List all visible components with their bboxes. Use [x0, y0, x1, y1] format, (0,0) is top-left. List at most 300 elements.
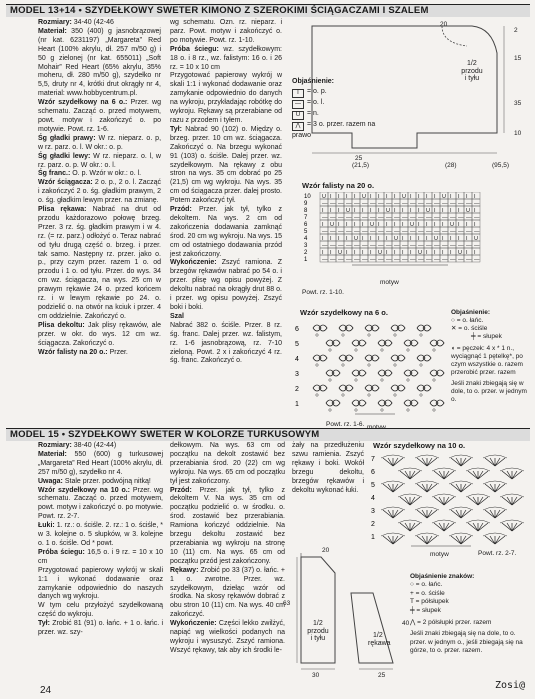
- crochet10-fan-stitch: [485, 458, 495, 466]
- wave-cell-symbol: —: [330, 201, 336, 207]
- wave-cell-symbol: —: [410, 215, 416, 221]
- crochet6-cluster: [417, 325, 425, 331]
- crochet10-fan-stitch: [478, 471, 488, 479]
- dim-30: 30: [312, 672, 320, 679]
- crochet10-fan-stitch: [444, 471, 449, 479]
- crochet6-cluster: [319, 385, 327, 391]
- wave-cell-symbol: I: [378, 222, 380, 228]
- crochet10-fan-stitch: [422, 536, 427, 544]
- wave-cell-symbol: I: [410, 194, 412, 200]
- decrease-symbol-icon: ⋀: [292, 122, 304, 131]
- yarnover-symbol-icon: U: [292, 111, 304, 120]
- wave-cell-symbol: U: [402, 194, 406, 200]
- top-col1-paragraph: Wzór szydełkowy na 6 o.: Przer. wg schematu. Zacząć o. przed motywem, powt. motyw i zakończyć o. po motywie. Powt. rz. 1-6.: [38, 99, 161, 133]
- crochet10-fan-stitch: [388, 484, 393, 492]
- crochet10-fan-stitch: [478, 497, 488, 505]
- wave-cell-symbol: —: [322, 229, 328, 235]
- wave-cell-symbol: —: [378, 215, 384, 221]
- crochet10-fan-stitch: [507, 523, 512, 531]
- crochet10-repeat: Powt. rz. 2-7.: [478, 550, 517, 557]
- crochet10-fan-stitch: [507, 497, 512, 505]
- bottom-col2-paragraph: dełkowym. Na wys. 63 cm od początku na dekolt zostawić bez przerabiania środ. 20 (22) cm wg wykroju. Na wys. 65 cm od początku tył jest zakończony.: [170, 442, 285, 485]
- bottom-col1-paragraph: Przygotować papierowy wykrój w skali 1:1 i wykonać dodawanie oraz zamykanie odpowiednio do naszych danych wg wykroju.: [38, 566, 163, 601]
- wave-cell-symbol: —: [474, 201, 480, 207]
- crochet6-chain: [329, 379, 331, 381]
- wave-cell-symbol: I: [402, 236, 404, 242]
- crochet6-cluster: [352, 340, 360, 346]
- crochet10-fan-stitch: [502, 523, 512, 531]
- crochet6-repeat: Powt. rz. 1-6.: [326, 421, 365, 428]
- dim-2: 2: [514, 27, 518, 34]
- crochet10-fan-stitch: [393, 458, 398, 466]
- crochet6-cluster: [378, 340, 386, 346]
- top-col2-paragraph: Przygotować papierowy wykrój w skali 1:1 i wykonać dodawanie oraz zamykanie odpowiednio do danych na wykroju, przykładając robótkę do wykroju. Rękawy są przerabiane od razu z przodem i tyłem.: [170, 72, 282, 124]
- wave-cell-symbol: —: [442, 229, 448, 235]
- wave-cell-symbol: —: [474, 243, 480, 249]
- crochet10-fan-stitch: [512, 471, 522, 479]
- crochet10-row-number: 7: [371, 456, 375, 463]
- crochet10-arc: [449, 533, 473, 536]
- cluster-icon: ◖: [451, 345, 457, 352]
- legend2-item-cluster: ◖ = pęczek: 4 x * 1 n., wyciągnąć 1 pętelkę*, po czym wszystkie o. razem przerobić przer. razem: [451, 345, 523, 376]
- wave-cell-symbol: —: [434, 201, 440, 207]
- chain-icon: ○: [410, 581, 416, 589]
- crochet6-chain: [368, 364, 370, 366]
- wave-cell-symbol: U: [434, 236, 438, 242]
- crochet10-fan-stitch: [473, 497, 478, 505]
- crochet10-fan-stitch: [405, 471, 410, 479]
- crochet10-arc: [500, 520, 524, 523]
- crochet10-fan-stitch: [451, 484, 461, 492]
- crochet6-chain: [342, 394, 344, 396]
- top-col2-paragraph: wg schematu. Ozn. rz. nieparz. i parz. Powt. motyw i zakończyć o. po motywie. Powt. rz. 1-10.: [170, 19, 282, 44]
- crochet10-fan-stitch: [478, 523, 488, 531]
- watermark: Zosi@: [495, 680, 526, 691]
- crochet6-cluster: [417, 385, 425, 391]
- crochet10-fan-stitch: [461, 510, 471, 518]
- wave-cell-symbol: I: [354, 250, 356, 256]
- wave-cell-symbol: I: [418, 194, 420, 200]
- bottom-col1-paragraph: Łuki: 1. rz.: o. ściśle. 2. rz.: 1 o. ściśle, * w 3. kolejne o. 5 słupków, w 3. kolejne o. 1 o. ściśle. Od * powt.: [38, 522, 163, 547]
- crochet10-fan-stitch: [461, 484, 471, 492]
- crochet10-fan-stitch: [468, 497, 478, 505]
- crochet6-cluster: [313, 385, 321, 391]
- crochet6-chain: [420, 334, 422, 336]
- wave-cell-symbol: U: [458, 250, 462, 256]
- sc-icon: ✕: [451, 325, 459, 332]
- wave-cell-symbol: —: [330, 215, 336, 221]
- wave-cell-symbol: —: [426, 243, 432, 249]
- wave-cell-symbol: I: [338, 236, 340, 242]
- wave-cell-symbol: U: [322, 194, 326, 200]
- top-col1-paragraph: Plisa rękawa: Nabrać na drut od przodu każdorazowo połowę brzeg. Przer. 3 rz. śg. gładkim prawym i w 4. rz. (= rz. parz.) odłożyć o. Teraz nabrać od tyłu drugą część o. brzeg. i przer. tak samo. Następny rz. przer. jako o. p., przy czym przer. razem 1 o. od przodu i 1 o. od tyłu. Przer. do wys. 34 cm wz. ściągacza, na wys. 25 cm w prawym rękawie 24 o. przed końcem rz. i w lewym rękawie po 24. o. podzielić o. na otwór na kciuk i przer. 4 cm oddzielnie. Zakończyć o.: [38, 206, 161, 320]
- crochet10-fan-stitch: [439, 523, 444, 531]
- crochet10-fan-stitch: [456, 510, 461, 518]
- wave-cell-symbol: I: [474, 194, 476, 200]
- wave-cell-symbol: —: [466, 243, 472, 249]
- crochet6-cluster: [371, 355, 379, 361]
- wave-cell-symbol: —: [418, 257, 424, 263]
- wave-cell-symbol: —: [346, 201, 352, 207]
- crochet10-fan-stitch: [502, 497, 512, 505]
- crochet10-arc: [449, 507, 473, 510]
- bottom-col1-paragraph: Tył: Zrobić 81 (91) o. łańc. + 1 o. łańc. i przer. wz. szy-: [38, 620, 163, 637]
- wave-row-number: 6: [304, 222, 308, 228]
- wave-cell-symbol: I: [426, 236, 428, 242]
- wave-cell-symbol: —: [378, 201, 384, 207]
- wave-cell-symbol: —: [434, 257, 440, 263]
- dim-20: 20: [440, 21, 448, 28]
- crochet10-fan-stitch: [495, 484, 500, 492]
- wave-cell-symbol: U: [338, 250, 342, 256]
- crochet6-cluster: [436, 340, 444, 346]
- crochet10-row-number: 1: [371, 534, 375, 541]
- bottom-col1-paragraph: Materiał: 550 (600) g turkusowej „Margareta” Red Heart (100% akrylu, dł. 257 m/50 g), szydełko nr 4.: [38, 450, 163, 476]
- wave-cell-symbol: —: [442, 201, 448, 207]
- crochet10-fan-stitch: [461, 510, 466, 518]
- legend-item-purl: — = o. l.: [292, 98, 382, 109]
- crochet10-fan-stitch: [393, 536, 403, 544]
- crochet6-cluster: [391, 385, 399, 391]
- wave-cell-symbol: I: [434, 194, 436, 200]
- crochet10-fan-stitch: [434, 523, 444, 531]
- legend2-title: Objaśnienie:: [451, 309, 491, 316]
- crochet10-fan-stitch: [495, 458, 500, 466]
- crochet10-fan-stitch: [495, 510, 505, 518]
- wave-cell-symbol: —: [378, 257, 384, 263]
- crochet10-fan-stitch: [468, 523, 478, 531]
- wave-cell-symbol: I: [450, 194, 452, 200]
- text-column-1: [38, 19, 161, 357]
- crochet10-fan-stitch: [490, 510, 495, 518]
- top-col1-paragraph: Wzór ściągacza: 2 o. p., 2 o. l. Zacząć i zakończyć 2 o. śg. gładkim prawym, 2 o. śg. gładkim lewym przer. na zmianę.: [38, 179, 162, 205]
- legend2-item-chain: ○ = o. łańc.: [451, 317, 484, 324]
- crochet10-fan-stitch: [393, 510, 403, 518]
- wave-cell-symbol: —: [354, 215, 360, 221]
- crochet6-row-number: 6: [295, 326, 299, 333]
- crochet6-cluster: [339, 325, 347, 331]
- crochet6-cluster: [326, 340, 334, 346]
- crochet6-chain: [316, 394, 318, 396]
- wave-cell-symbol: I: [458, 222, 460, 228]
- legend-item-decrease: ⋀ = 3 o. przer. razem na prawo: [292, 120, 376, 139]
- crochet10-fan-stitch: [478, 523, 483, 531]
- crochet10-fan-stitch: [388, 510, 393, 518]
- wave-cell-symbol: U: [370, 222, 374, 228]
- wave-cell-symbol: —: [434, 215, 440, 221]
- top-col1-paragraph: Wzór falisty na 20 o.: Przer.: [38, 348, 128, 356]
- crochet6-cluster: [358, 400, 366, 406]
- crochet10-fan-stitch: [495, 484, 505, 492]
- wave-cell-symbol: —: [410, 229, 416, 235]
- wave-cell-symbol: I: [410, 208, 412, 214]
- wave-cell-symbol: I: [474, 208, 476, 214]
- crochet6-chain: [368, 334, 370, 336]
- crochet6-chain: [316, 364, 318, 366]
- wave-cell-symbol: I: [378, 194, 380, 200]
- crochet10-fan-stitch: [512, 523, 522, 531]
- dc-icon: ╪: [410, 606, 417, 614]
- wave-cell-symbol: —: [338, 215, 344, 221]
- wave-cell-symbol: I: [386, 194, 388, 200]
- wave-cell-symbol: —: [450, 257, 456, 263]
- legend-bottom-chain: ○ = o. łańc.: [410, 581, 443, 589]
- crochet6-chain: [381, 409, 383, 411]
- wave-cell-symbol: I: [426, 194, 428, 200]
- crochet6-chain: [342, 334, 344, 336]
- wave-cell-symbol: I: [370, 208, 372, 214]
- wave-cell-symbol: —: [458, 229, 464, 235]
- crochet10-arc: [432, 520, 456, 523]
- knit-symbol-icon: I: [292, 89, 304, 98]
- crochet10-fan-stitch: [383, 484, 393, 492]
- sweater-schema-diagram: [293, 545, 403, 675]
- crochet10-fan-stitch: [451, 510, 461, 518]
- crochet10-fan-stitch: [422, 484, 427, 492]
- bottom-col2-paragraph: Wykończenie: Części lekko zwilżyć, napiąć wg wielkości podanych na wykroju i wysuszyć. Zszyć ramiona. Wszyć rękawy, tak aby ich środki le-: [170, 620, 285, 654]
- wave-cell-symbol: I: [474, 250, 476, 256]
- crochet10-arc: [483, 481, 507, 484]
- wave-cell-symbol: I: [362, 250, 364, 256]
- wave-chart-title: Wzór falisty na 20 o.: [302, 181, 375, 190]
- crochet6-chain: [368, 394, 370, 396]
- crochet10-fan-stitch: [417, 484, 427, 492]
- crochet6-cluster: [410, 400, 418, 406]
- chain-icon: ○: [451, 317, 457, 324]
- section-header-model-15: MODEL 15 • SZYDEŁKOWY SWETER W KOLORZE TURKUSOWYM: [6, 428, 530, 441]
- wave-cell-symbol: —: [402, 229, 408, 235]
- crochet10-fan-stitch: [427, 536, 437, 544]
- crochet10-fan-stitch: [456, 484, 461, 492]
- dim-25-bottom: 25: [378, 672, 386, 679]
- crochet10-fan-stitch: [478, 471, 483, 479]
- wave-cell-symbol: I: [466, 236, 468, 242]
- crochet6-cluster: [423, 355, 431, 361]
- sc-icon: +: [410, 589, 416, 597]
- crochet6-cluster: [319, 325, 327, 331]
- crochet6-chain: [407, 349, 409, 351]
- crochet10-fan-stitch: [456, 536, 461, 544]
- wave-cell-symbol: I: [434, 222, 436, 228]
- wave-cell-symbol: —: [426, 215, 432, 221]
- crochet6-chain: [355, 409, 357, 411]
- wave-cell-symbol: I: [378, 208, 380, 214]
- crochet10-row-number: 6: [371, 469, 375, 476]
- crochet10-arc: [483, 507, 507, 510]
- crochet6-cluster: [410, 340, 418, 346]
- crochet6-row-number: 1: [295, 401, 299, 408]
- crochet6-chain: [433, 379, 435, 381]
- wave-cell-symbol: —: [458, 257, 464, 263]
- wave-row-number: 9: [304, 201, 308, 207]
- crochet10-arc: [398, 520, 422, 523]
- wave-cell-symbol: U: [354, 236, 358, 242]
- crochet10-fan-stitch: [490, 484, 495, 492]
- crochet10-fan-stitch: [473, 523, 478, 531]
- dim-21-5: (21,5): [352, 162, 369, 169]
- wave-cell-symbol: I: [322, 222, 324, 228]
- crochet6-chain: [407, 379, 409, 381]
- crochet6-chart: [295, 318, 445, 416]
- wave-cell-symbol: —: [378, 243, 384, 249]
- crochet6-chain: [355, 349, 357, 351]
- crochet10-fan-stitch: [473, 471, 478, 479]
- legend-bottom-hdc: T = półsłupek: [410, 598, 449, 606]
- wave-row-number: 5: [304, 229, 308, 235]
- wave-cell-symbol: I: [450, 236, 452, 242]
- wave-cell-symbol: I: [402, 250, 404, 256]
- legend-bottom-title: Objaśnienie znaków:: [410, 573, 475, 580]
- wave-cell-symbol: —: [450, 215, 456, 221]
- crochet10-fan-stitch: [444, 523, 454, 531]
- wave-cell-symbol: —: [458, 201, 464, 207]
- crochet10-fan-stitch: [439, 471, 444, 479]
- wave-cell-symbol: I: [330, 250, 332, 256]
- crochet10-fan-stitch: [410, 497, 420, 505]
- wave-repeat-label: Powt. rz. 1-10.: [302, 289, 344, 296]
- wave-cell-symbol: —: [346, 215, 352, 221]
- wave-cell-symbol: —: [362, 257, 368, 263]
- dim-95-5: (95,5): [492, 162, 509, 169]
- dim-20-bottom: 20: [322, 547, 330, 554]
- crochet6-cluster: [352, 400, 360, 406]
- wave-cell-symbol: —: [322, 257, 328, 263]
- wave-cell-symbol: I: [322, 236, 324, 242]
- crochet10-fan-stitch: [383, 510, 393, 518]
- wave-cell-symbol: —: [394, 229, 400, 235]
- top-col1-paragraph: Śg franc.: O. p. Wzór w okr.: o. l.: [38, 170, 142, 178]
- crochet10-fan-stitch: [461, 536, 471, 544]
- dim-63: 63: [283, 600, 291, 607]
- crochet6-cluster: [332, 340, 340, 346]
- wave-row-number: 7: [304, 215, 308, 221]
- wave-cell-symbol: —: [474, 257, 480, 263]
- crochet6-chain: [420, 364, 422, 366]
- dim-28: (28): [445, 162, 457, 169]
- crochet6-cluster: [391, 355, 399, 361]
- hdc-icon: T: [410, 598, 416, 606]
- crochet6-cluster: [410, 370, 418, 376]
- wave-cell-symbol: —: [394, 215, 400, 221]
- crochet6-cluster: [332, 370, 340, 376]
- bottom-col1-paragraph: W tym celu przyłożyć szydełkowaną część do wykroju.: [38, 602, 163, 619]
- wave-cell-symbol: —: [338, 257, 344, 263]
- crochet10-row-number: 5: [371, 482, 375, 489]
- crochet10-fan-stitch: [410, 523, 420, 531]
- crochet6-cluster: [430, 400, 438, 406]
- wave-cell-symbol: —: [322, 201, 328, 207]
- crochet6-cluster: [436, 370, 444, 376]
- crochet6-cluster: [358, 340, 366, 346]
- crochet10-arc: [381, 507, 405, 510]
- wave-cell-symbol: I: [322, 250, 324, 256]
- top-col1-paragraph: Materiał: 350 (400) g jasnobrązowej (nr kat. 6231197) „Margareta” Red Heart (100% akrylu, dł. 257 m/50 g) i 50 g zielonej (nr kat. 655011) „Soft Mohair” Red Heart (65% akrylu, 35% moheru, dł. 280 m/50 g), szydełko nr 5,5, druty nr 4, krótki drut okrągły nr 4, material: www.hobbycentrum.pl.: [38, 27, 161, 98]
- wave-cell-symbol: —: [370, 243, 376, 249]
- crochet6-cluster: [371, 385, 379, 391]
- wave-cell-symbol: I: [458, 236, 460, 242]
- crochet6-title: Wzór szydełkowy na 6 o.: [300, 308, 388, 317]
- crochet6-cluster: [313, 325, 321, 331]
- crochet10-fan-stitch: [434, 471, 444, 479]
- crochet10-fan-stitch: [468, 471, 478, 479]
- wave-cell-symbol: —: [442, 243, 448, 249]
- crochet6-cluster: [436, 400, 444, 406]
- crochet6-cluster: [345, 385, 353, 391]
- crochet10-fan-stitch: [478, 497, 483, 505]
- wave-cell-symbol: —: [450, 243, 456, 249]
- crochet10-fan-stitch: [393, 484, 403, 492]
- crochet10-fan-stitch: [427, 510, 432, 518]
- crochet6-chain: [316, 334, 318, 336]
- wave-cell-symbol: I: [458, 208, 460, 214]
- crochet10-fan-stitch: [461, 458, 471, 466]
- wave-cell-symbol: U: [386, 208, 390, 214]
- wave-row-number: 3: [304, 243, 308, 249]
- crochet10-arc: [483, 533, 507, 536]
- wave-cell-symbol: I: [442, 208, 444, 214]
- wave-cell-symbol: I: [466, 222, 468, 228]
- wave-cell-symbol: —: [474, 215, 480, 221]
- crochet6-cluster: [404, 340, 412, 346]
- crochet10-chart: [371, 450, 531, 550]
- schema-half-label: 1/2: [467, 60, 477, 67]
- wave-cell-symbol: —: [442, 257, 448, 263]
- crochet10-fan-stitch: [400, 497, 410, 505]
- crochet6-chain: [329, 349, 331, 351]
- wave-cell-symbol: —: [330, 257, 336, 263]
- crochet10-fan-stitch: [444, 497, 454, 505]
- wave-cell-symbol: I: [346, 222, 348, 228]
- crochet10-arc: [466, 468, 490, 471]
- crochet10-row-number: 3: [371, 508, 375, 515]
- wave-cell-symbol: I: [362, 208, 364, 214]
- wave-cell-symbol: —: [410, 201, 416, 207]
- wave-cell-symbol: I: [442, 250, 444, 256]
- bottom-text-column-2: [170, 442, 285, 656]
- wave-cell-symbol: —: [394, 243, 400, 249]
- crochet10-arc: [415, 481, 439, 484]
- sleeve-half-label: 1/2: [373, 632, 383, 639]
- crochet10-row-number: 2: [371, 521, 375, 528]
- bottom-col2-paragraph: Rękawy: Zrobić po 33 (37) o. łańc. + 1 o. zwrotne. Przer. wz. szydełkowym, dziełąc wzór od środka. Na skosy rękawów dobrać z obu stron 10 (11) cm. Na wys. 40 cm zakończyć.: [170, 566, 285, 619]
- bottom-col1-paragraph: Wzór szydełkowy na 10 o.: Przer. wg schematu. Zacząć o. przed motywem, powt. motyw i zakończyć o. po motywie. Powt. rz. 2-7.: [38, 486, 163, 521]
- legend-bottom-sc: + = o. ściśle: [410, 589, 445, 597]
- crochet10-fan-stitch: [393, 536, 398, 544]
- wave-cell-symbol: —: [338, 229, 344, 235]
- wave-cell-symbol: I: [442, 222, 444, 228]
- crochet10-fan-stitch: [417, 458, 427, 466]
- crochet6-cluster: [378, 370, 386, 376]
- hdc2tog-icon: ⋀: [410, 619, 418, 627]
- wave-cell-symbol: —: [418, 215, 424, 221]
- wave-cell-symbol: I: [346, 194, 348, 200]
- crochet10-arc: [500, 468, 524, 471]
- wave-cell-symbol: —: [370, 201, 376, 207]
- crochet10-fan-stitch: [495, 510, 500, 518]
- wave-cell-symbol: —: [386, 257, 392, 263]
- crochet10-fan-stitch: [456, 458, 461, 466]
- crochet6-row-number: 4: [295, 356, 299, 363]
- wave-cell-symbol: —: [394, 257, 400, 263]
- crochet10-fan-stitch: [427, 458, 437, 466]
- wave-cell-symbol: —: [354, 243, 360, 249]
- wave-cell-symbol: I: [330, 208, 332, 214]
- wave-cell-symbol: I: [426, 222, 428, 228]
- wave-cell-symbol: I: [346, 250, 348, 256]
- crochet6-chain: [329, 409, 331, 411]
- crochet6-cluster: [326, 370, 334, 376]
- crochet10-arc: [483, 455, 507, 458]
